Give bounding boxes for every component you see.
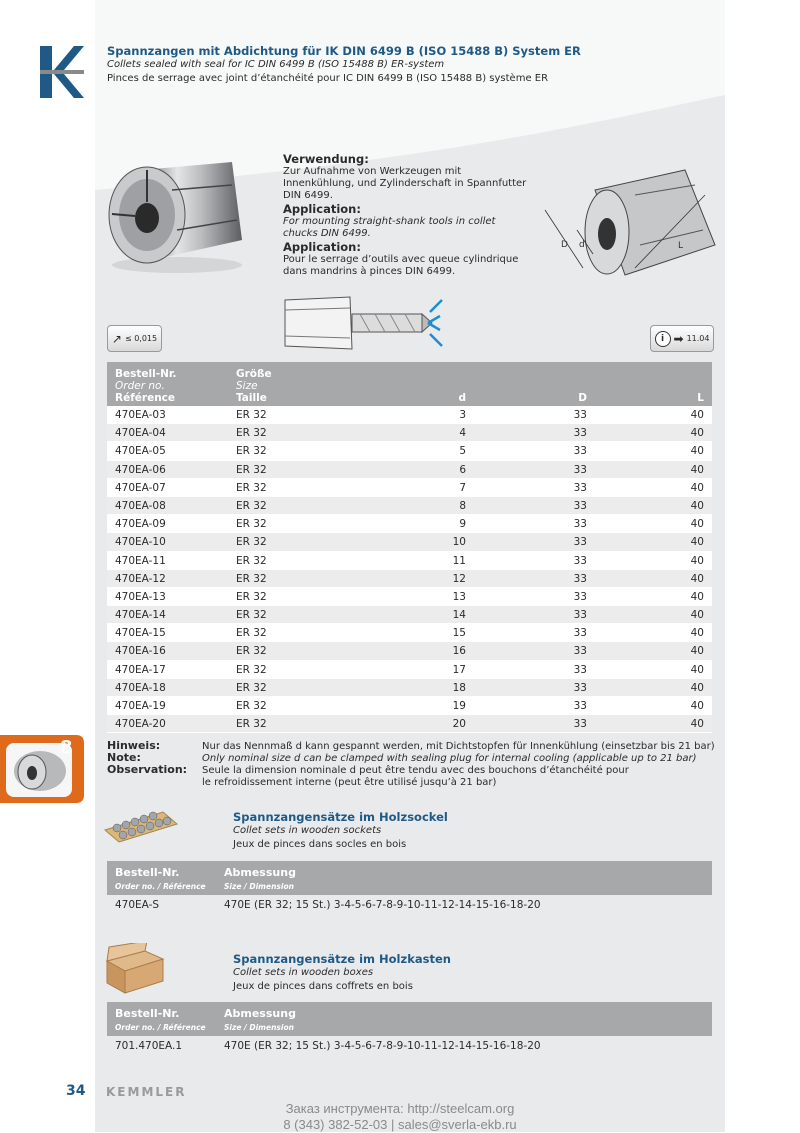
brand-name: KEMMLER — [106, 1085, 187, 1099]
cell-D: 33 — [573, 645, 587, 658]
set1-title-en: Collet sets in wooden sockets — [233, 825, 382, 836]
cell-L: 40 — [690, 536, 704, 549]
info-reference-badge — [650, 325, 714, 352]
note-text-de: Nur das Nennmaß d kann gespannt werden, mit Dichtstopfen für Innenkühlung (einsetzbar bis 21 bar) — [202, 741, 715, 752]
usage-text-de: Zur Aufnahme von Werkzeugen mit Innenkühlung, und Zylinderschaft in Spannfutter DIN 6499. — [283, 166, 527, 201]
header-d: d — [458, 392, 466, 404]
cell-D: 33 — [573, 718, 587, 731]
cell-D: 33 — [573, 536, 587, 549]
page-title-block — [107, 44, 707, 86]
table-row — [107, 479, 712, 497]
usage-heading-fr: Application: — [283, 240, 361, 254]
set1-header-dim-sub: Size / Dimension — [224, 882, 294, 891]
note-text-fr-2: le refroidissement interne (peut être utilisé jusqu’à 21 bar) — [202, 777, 497, 788]
cell-D: 33 — [573, 572, 587, 585]
table-row — [107, 588, 712, 606]
cell-D: 33 — [573, 663, 587, 676]
set1-header-dim: Abmessung — [224, 866, 296, 879]
header-order-en: Order no. — [115, 380, 165, 392]
cell-order-no: 470EA-14 — [115, 609, 166, 622]
cell-D: 33 — [573, 427, 587, 440]
cell-order-no: 470EA-13 — [115, 590, 166, 603]
cell-order-no: 470EA-10 — [115, 536, 166, 549]
cell-d: 7 — [459, 481, 466, 494]
table-row — [107, 552, 712, 570]
table-row — [107, 606, 712, 624]
table-row — [107, 715, 712, 733]
cell-d: 17 — [452, 663, 466, 676]
cell-order-no: 470EA-19 — [115, 700, 166, 712]
cell-L: 40 — [690, 445, 704, 458]
cell-order-no: 470EA-18 — [115, 681, 166, 694]
kemmler-logo-icon — [40, 46, 84, 98]
set2-table — [107, 1002, 712, 1056]
cell-size: ER 32 — [236, 663, 267, 676]
note-label-en: Note: — [107, 751, 141, 764]
table-row — [107, 424, 712, 442]
cell-size: ER 32 — [236, 718, 267, 731]
table-row — [107, 661, 712, 679]
table-row — [107, 570, 712, 588]
cell-D: 33 — [573, 499, 587, 512]
cell-D: 33 — [573, 463, 587, 476]
cell-order-no: 470EA-12 — [115, 572, 166, 585]
cell-d: 16 — [452, 645, 466, 658]
cell-L: 40 — [690, 409, 704, 421]
header-size-fr: Taille — [236, 392, 267, 404]
cell-order-no: 470EA-04 — [115, 427, 166, 440]
cell-D: 33 — [573, 590, 587, 603]
table-row — [107, 497, 712, 515]
table-row — [107, 642, 712, 660]
cell-L: 40 — [690, 499, 704, 512]
cell-size: ER 32 — [236, 627, 267, 640]
cell-d: 5 — [459, 445, 466, 458]
cell-order-no: 470EA-07 — [115, 481, 166, 494]
cell-D: 33 — [573, 627, 587, 640]
note-text-fr-1: Seule la dimension nominale d peut être tendu avec des bouchons d’étanchéité pour — [202, 765, 629, 776]
note-label-fr: Observation: — [107, 763, 188, 776]
cell-size: ER 32 — [236, 572, 267, 585]
cell-L: 40 — [690, 663, 704, 676]
footer-line-1: Заказ инструмента: http://steelcam.org — [285, 1101, 515, 1116]
note-label-de: Hinweis: — [107, 739, 161, 752]
header-order-fr: Référence — [115, 392, 176, 404]
set2-header-order-sub: Order no. / Référence — [115, 1023, 206, 1032]
set2-table-header — [107, 1002, 712, 1036]
cell-order-no: 470EA-20 — [115, 718, 166, 731]
set2-title-block — [233, 952, 633, 994]
cell-d: 14 — [452, 609, 466, 622]
collet-table-body — [107, 406, 712, 733]
cell-L: 40 — [690, 481, 704, 494]
reference-page: 11.04 — [686, 334, 710, 343]
usage-heading-en: Application: — [283, 202, 361, 216]
set2-title-de: Spannzangensätze im Holzkasten — [233, 952, 451, 966]
header-D: D — [578, 392, 587, 404]
set1-title-fr: Jeux de pinces dans socles en bois — [233, 839, 407, 850]
cell-L: 40 — [690, 718, 704, 731]
header-L: L — [697, 392, 704, 404]
cell-D: 33 — [573, 681, 587, 694]
cell-size: ER 32 — [236, 681, 267, 694]
usage-text-block — [283, 152, 533, 278]
svg-text:D: D — [561, 240, 568, 250]
collet-photo — [102, 150, 252, 275]
cell-D: 33 — [573, 609, 587, 622]
cell-d: 3 — [459, 409, 466, 421]
title-german: Spannzangen mit Abdichtung für IK DIN 6499 B (ISO 15488 B) System ER — [107, 44, 581, 58]
cell-d: 10 — [452, 536, 466, 549]
cell-L: 40 — [690, 700, 704, 712]
set1-header-order: Bestell-Nr. — [115, 866, 180, 879]
cell-L: 40 — [690, 681, 704, 694]
cell-order-no: 470EA-08 — [115, 499, 166, 512]
cell-size: ER 32 — [236, 590, 267, 603]
collet-table — [107, 362, 712, 733]
set1-row — [107, 895, 712, 915]
cell-order-no: 470EA-03 — [115, 409, 166, 421]
title-english: Collets sealed with seal for IC DIN 6499 B (ISO 15488 B) ER-system — [107, 59, 445, 70]
cell-order-no: 470EA-15 — [115, 627, 166, 640]
cell-L: 40 — [690, 590, 704, 603]
set2-title-en: Collet sets in wooden boxes — [233, 967, 374, 978]
table-row — [107, 697, 712, 715]
cell-L: 40 — [690, 627, 704, 640]
cell-size: ER 32 — [236, 481, 267, 494]
table-row — [107, 624, 712, 642]
table-row — [107, 515, 712, 533]
cell-d: 12 — [452, 572, 466, 585]
table-row — [107, 679, 712, 697]
footer-contact — [0, 1101, 800, 1133]
header-size-de: Größe — [236, 368, 272, 380]
cell-D: 33 — [573, 700, 587, 712]
info-icon: i — [655, 331, 671, 347]
table-row — [107, 406, 712, 424]
cell-d: 4 — [459, 427, 466, 440]
cell-size: ER 32 — [236, 499, 267, 512]
collet-dimension-diagram — [535, 150, 725, 300]
set2-header-dim: Abmessung — [224, 1007, 296, 1020]
set2-header-order: Bestell-Nr. — [115, 1007, 180, 1020]
cell-order-no: 470EA-05 — [115, 445, 166, 458]
cell-D: 33 — [573, 445, 587, 458]
collet-table-header — [107, 362, 712, 406]
cell-d: 6 — [459, 463, 466, 476]
set2-title-fr: Jeux de pinces dans coffrets en bois — [233, 981, 413, 992]
cell-L: 40 — [690, 518, 704, 531]
collet-with-drill-sketch — [280, 292, 450, 354]
cell-d: 9 — [459, 518, 466, 531]
cell-size: ER 32 — [236, 463, 267, 476]
set1-table — [107, 861, 712, 915]
cell-D: 33 — [573, 518, 587, 531]
concentricity-badge — [107, 325, 162, 352]
set2-order-no: 701.470EA.1 — [115, 1040, 183, 1052]
set1-title-block — [233, 810, 633, 852]
cell-order-no: 470EA-06 — [115, 463, 166, 476]
cell-d: 20 — [452, 718, 466, 731]
concentricity-value: ≤ 0,015 — [124, 334, 158, 343]
cell-d: 11 — [452, 554, 466, 567]
cell-order-no: 470EA-11 — [115, 554, 166, 567]
cell-size: ER 32 — [236, 536, 267, 549]
set1-order-no: 470EA-S — [115, 899, 160, 911]
page-number: 34 — [66, 1083, 86, 1099]
svg-text:L: L — [678, 241, 684, 251]
cell-size: ER 32 — [236, 445, 267, 458]
set1-header-order-sub: Order no. / Référence — [115, 882, 206, 891]
cell-L: 40 — [690, 609, 704, 622]
arrow-right-icon: ➡ — [673, 331, 684, 346]
cell-L: 40 — [690, 554, 704, 567]
footer-line-2: 8 (343) 382-52-03 | sales@sverla-ekb.ru — [283, 1117, 517, 1132]
cell-D: 33 — [573, 409, 587, 421]
cell-L: 40 — [690, 463, 704, 476]
cell-D: 33 — [573, 554, 587, 567]
usage-heading-de: Verwendung: — [283, 152, 369, 166]
collet-set-box-photo — [105, 943, 165, 995]
set1-dimension: 470E (ER 32; 15 St.) 3-4-5-6-7-8-9-10-11-12-14-15-16-18-20 — [224, 899, 541, 911]
cell-d: 13 — [452, 590, 466, 603]
cell-size: ER 32 — [236, 427, 267, 440]
table-row — [107, 533, 712, 551]
usage-text-en: For mounting straight-shank tools in collet chucks DIN 6499. — [283, 216, 496, 239]
set1-title-de: Spannzangensätze im Holzsockel — [233, 810, 448, 824]
usage-text-fr: Pour le serrage d’outils avec queue cylindrique dans mandrins à pinces DIN 6499. — [283, 254, 519, 277]
cell-d: 8 — [459, 499, 466, 512]
set2-row — [107, 1036, 712, 1056]
cell-L: 40 — [690, 427, 704, 440]
chapter-number: 8 — [60, 737, 73, 758]
cell-d: 18 — [452, 681, 466, 694]
runout-arrow-icon: ↗ — [111, 331, 122, 346]
collet-set-socket-photo — [103, 800, 178, 844]
cell-L: 40 — [690, 572, 704, 585]
cell-L: 40 — [690, 645, 704, 658]
svg-text:d: d — [579, 240, 585, 250]
table-row — [107, 442, 712, 460]
title-french: Pinces de serrage avec joint d’étanchéité pour IC DIN 6499 B (ISO 15488 B) système ER — [107, 73, 549, 84]
set1-table-header — [107, 861, 712, 895]
cell-order-no: 470EA-16 — [115, 645, 166, 658]
cell-size: ER 32 — [236, 700, 267, 712]
note-text-en: Only nominal size d can be clamped with sealing plug for internal cooling (applicable up to 21 bar) — [202, 753, 697, 764]
cell-size: ER 32 — [236, 645, 267, 658]
cell-size: ER 32 — [236, 518, 267, 531]
cell-size: ER 32 — [236, 609, 267, 622]
cell-size: ER 32 — [236, 409, 267, 421]
cell-D: 33 — [573, 481, 587, 494]
header-order-de: Bestell-Nr. — [115, 368, 177, 380]
cell-order-no: 470EA-09 — [115, 518, 166, 531]
set2-dimension: 470E (ER 32; 15 St.) 3-4-5-6-7-8-9-10-11-12-14-15-16-18-20 — [224, 1040, 541, 1052]
cell-size: ER 32 — [236, 554, 267, 567]
table-row — [107, 461, 712, 479]
cell-order-no: 470EA-17 — [115, 663, 166, 676]
cell-d: 19 — [452, 700, 466, 712]
cell-d: 15 — [452, 627, 466, 640]
header-size-en: Size — [236, 380, 258, 392]
set2-header-dim-sub: Size / Dimension — [224, 1023, 294, 1032]
